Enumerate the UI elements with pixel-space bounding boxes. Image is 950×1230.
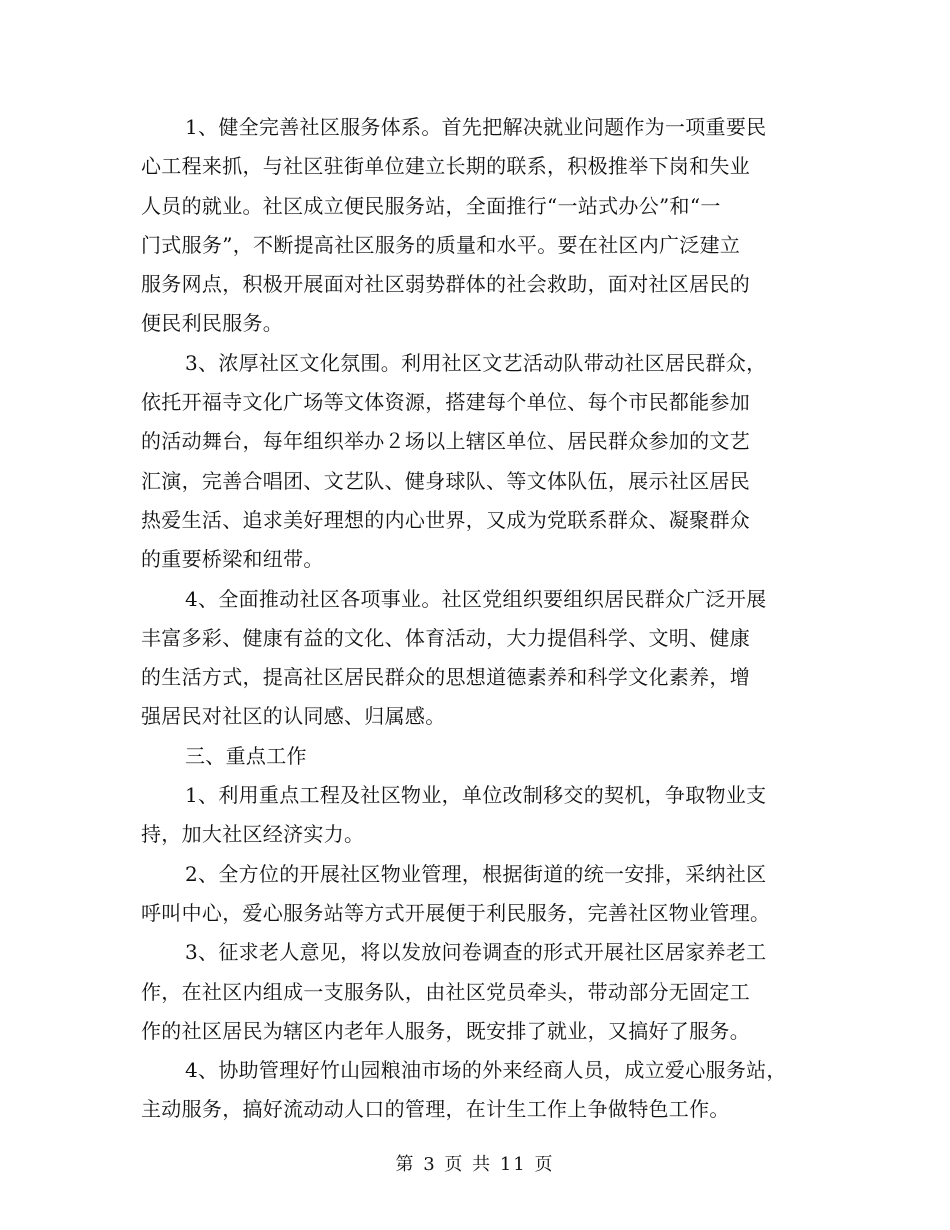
paragraph-line: 4、全面推动社区各项事业。社区党组织要组织居民群众广泛开展 — [185, 586, 767, 611]
paragraph-line: 热爱生活、追求美好理想的内心世界，又成为党联系群众、凝聚群众 — [141, 507, 750, 532]
paragraph-line: 1、健全完善社区服务体系。首先把解决就业问题作为一项重要民 — [185, 115, 767, 139]
paragraph-key-work-3 — [141, 933, 821, 1051]
paragraph-line: 作的社区居民为辖区内老年人服务，既安排了就业，又搞好了服务。 — [141, 1018, 750, 1043]
paragraph-line: 作，在社区内组成一支服务队，由社区党员牵头，带动部分无固定工 — [141, 979, 750, 1004]
paragraph-line: 呼叫中心，爱心服务站等方式开展便于利民服务，完善社区物业管理。 — [141, 900, 771, 925]
paragraph-line: 1、利用重点工程及社区物业，单位改制移交的契机，争取物业支 — [185, 783, 767, 808]
paragraph-line: 的重要桥梁和纽带。 — [141, 547, 324, 572]
paragraph-line: 人员的就业。社区成立便民服务站，全面推行“一站式办公”和“一 — [141, 193, 721, 218]
paragraph-line: 主动服务，搞好流动动人口的管理，在计生工作上争做特色工作。 — [141, 1097, 730, 1122]
document-body — [141, 108, 821, 1130]
paragraph-line: 依托开福寺文化广场等文体资源，搭建每个单位、每个市民都能参加 — [141, 390, 750, 415]
paragraph-line: 便民利民服务。 — [141, 311, 284, 336]
paragraph-line: 强居民对社区的认同感、归属感。 — [141, 704, 446, 729]
paragraph-line: 3、征求老人意见，将以发放问卷调查的形式开展社区居家养老工 — [185, 940, 767, 965]
paragraph-line: 2、全方位的开展社区物业管理，根据街道的统一安排，采纳社区 — [185, 861, 767, 886]
paragraph-line: 3、浓厚社区文化氛围。利用社区文艺活动队带动社区居民群众， — [185, 350, 767, 375]
paragraph-line: 的活动舞台，每年组织举办２场以上辖区单位、居民群众参加的文艺 — [141, 429, 750, 454]
paragraph-line: 汇演，完善合唱团、文艺队、健身球队、等文体队伍，展示社区居民 — [141, 468, 750, 493]
page-number-footer: 第 3 页 共 11 页 — [395, 1154, 555, 1175]
paragraph-promote-community-affairs — [141, 580, 821, 737]
section-heading-key-work — [141, 737, 821, 776]
paragraph-key-work-1 — [141, 776, 821, 855]
paragraph-line: 丰富多彩、健康有益的文化、体育活动，大力提倡科学、文明、健康 — [141, 625, 750, 650]
paragraph-line: 门式服务”，不断提高社区服务的质量和水平。要在社区内广泛建立 — [141, 232, 741, 257]
paragraph-line: 的生活方式，提高社区居民群众的思想道德素养和科学文化素养，增 — [141, 665, 750, 690]
section-heading: 三、重点工作 — [185, 743, 307, 768]
paragraph-line: 持，加大社区经济实力。 — [141, 822, 365, 847]
paragraph-line: 服务网点，积极开展面对社区弱势群体的社会救助，面对社区居民的 — [141, 272, 750, 297]
paragraph-line: 4、协助管理好竹山园粮油市场的外来经商人员，成立爱心服务站， — [185, 1058, 787, 1083]
paragraph-community-culture — [141, 344, 821, 580]
paragraph-improve-service-system — [141, 108, 821, 344]
paragraph-key-work-2 — [141, 855, 821, 934]
paragraph-key-work-4 — [141, 1051, 821, 1130]
paragraph-line: 心工程来抓，与社区驻街单位建立长期的联系，积极推举下岗和失业 — [141, 154, 750, 179]
